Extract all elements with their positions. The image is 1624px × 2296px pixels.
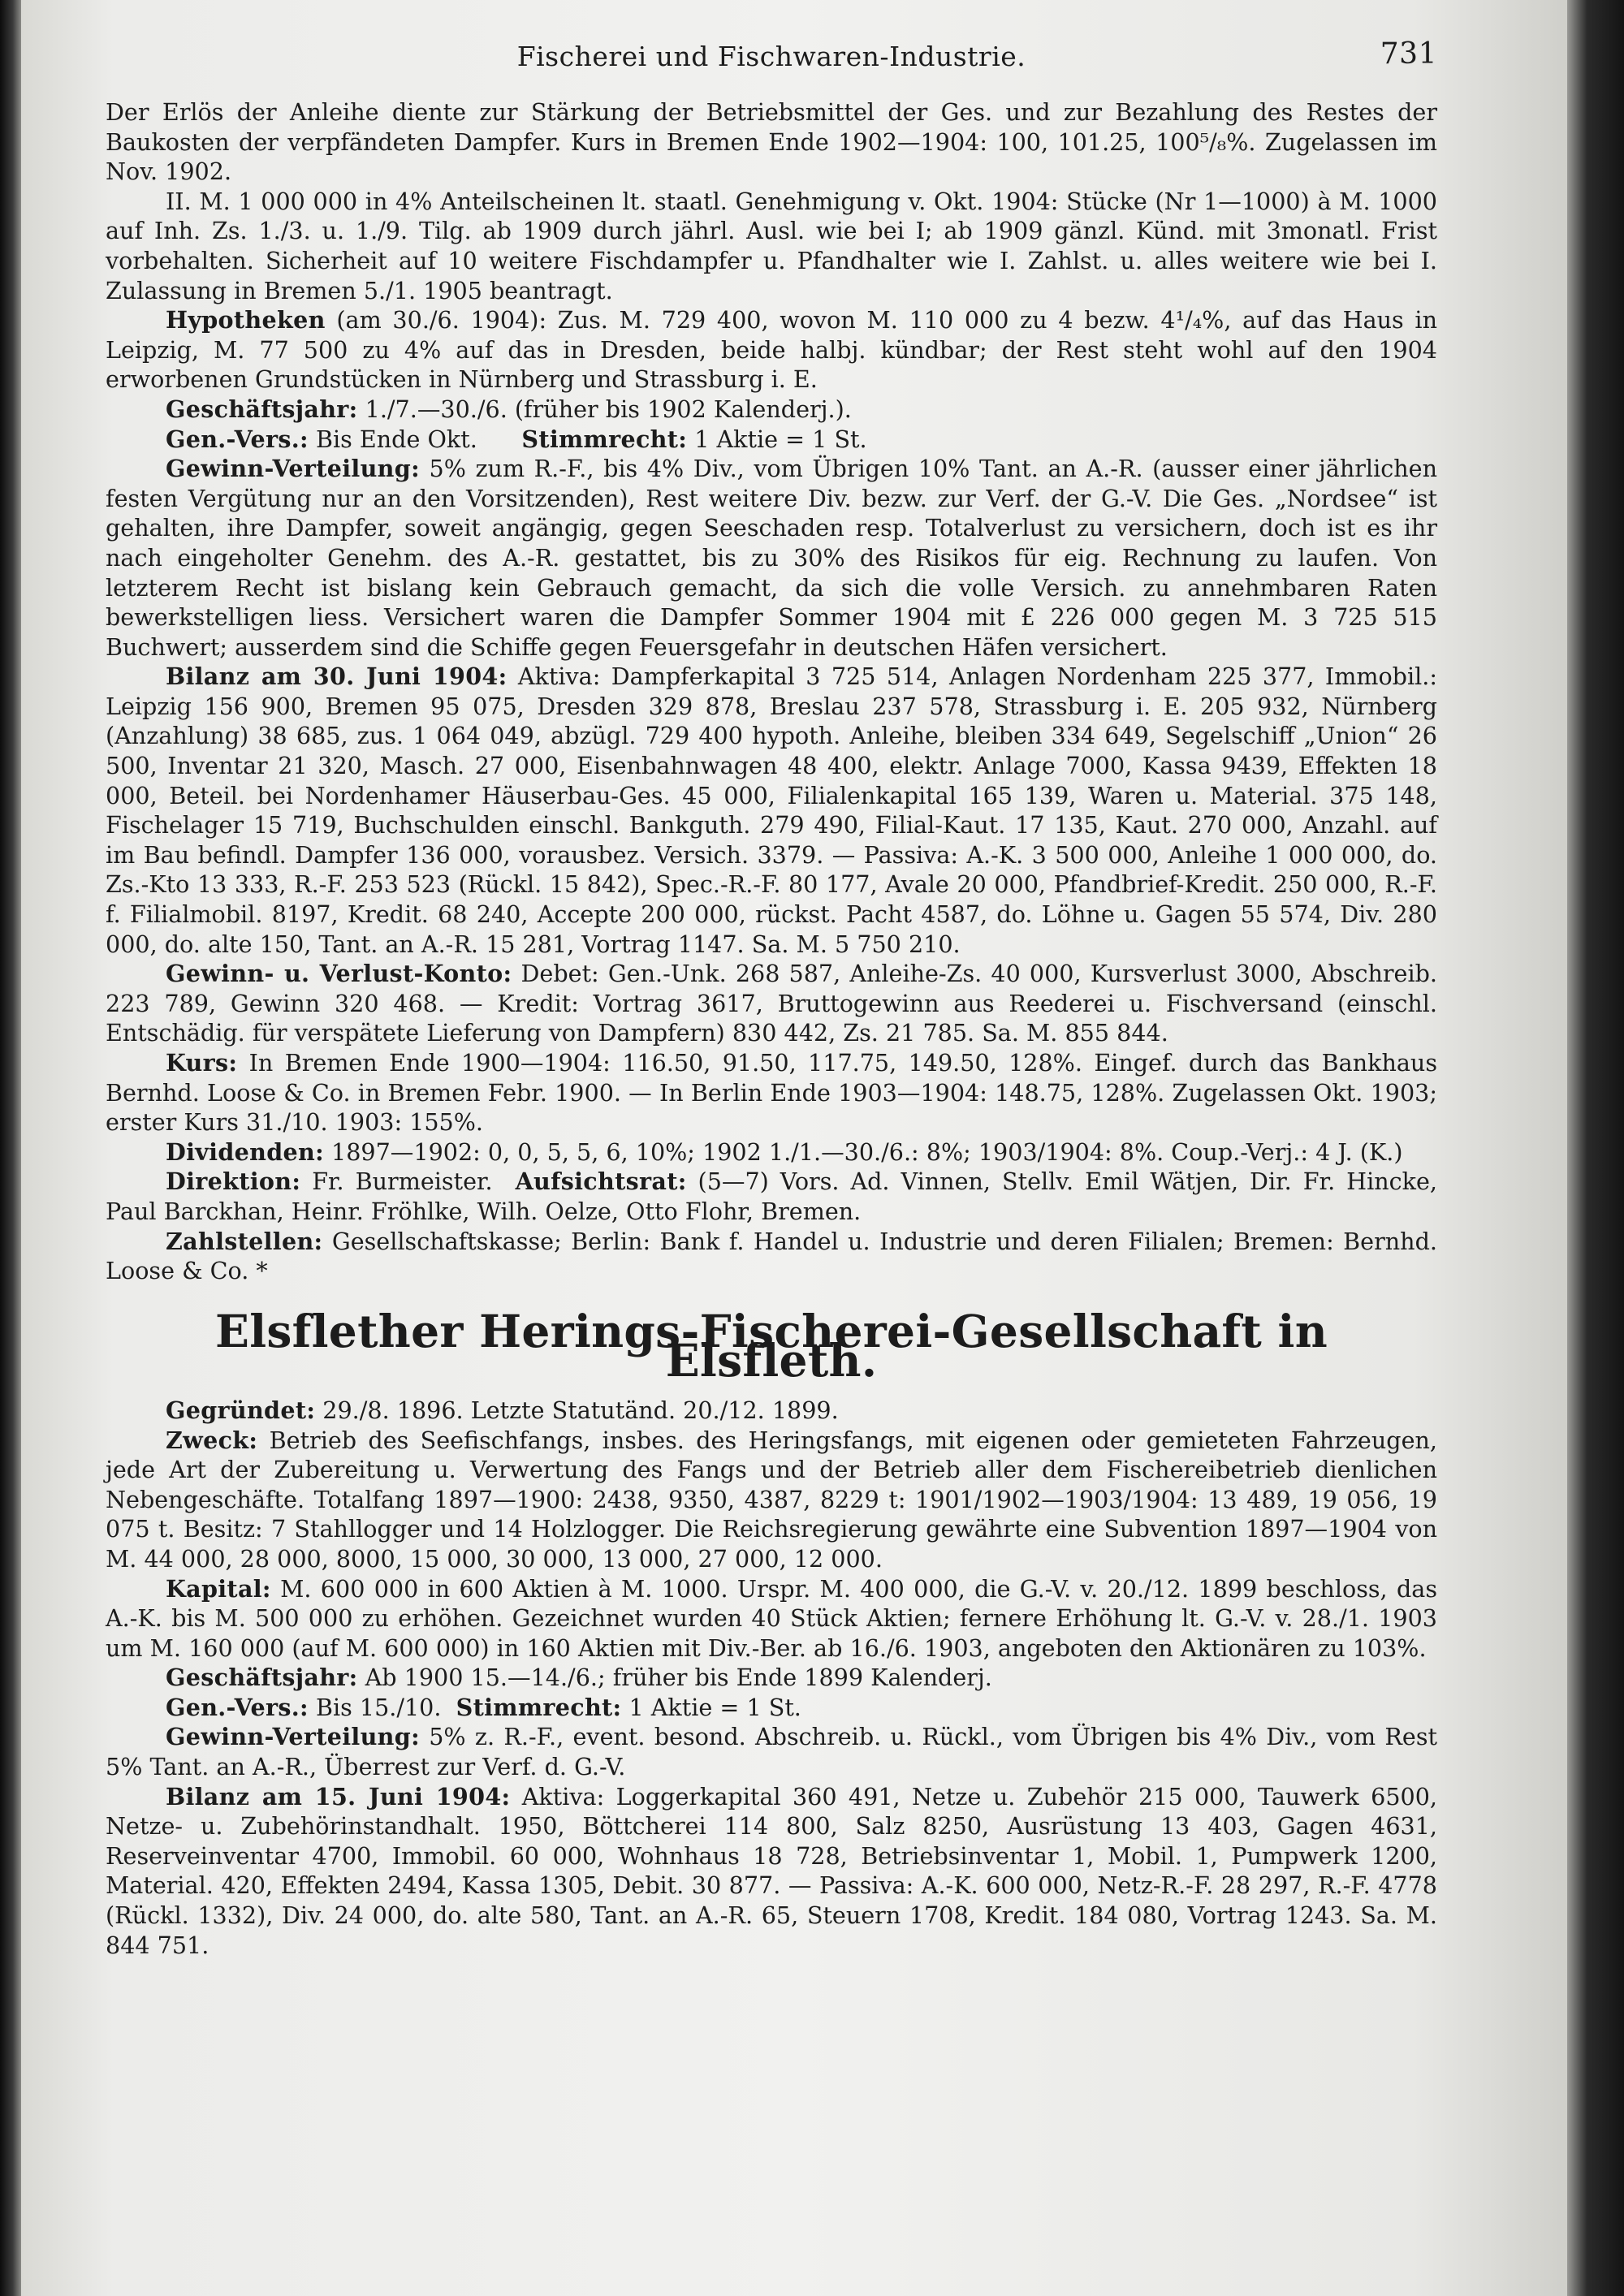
book-spine-left [0, 0, 21, 2296]
paragraph-gegruendet [106, 1396, 1437, 1426]
text-dividenden: 1897—1902: 0, 0, 5, 5, 6, 10%; 1902 1./1.—30./6.: 8%; 1903/1904: 8%. Coup.-Verj.: 4 J. (K.) [323, 1137, 1403, 1166]
text-gen-vers-2: Bis 15./10. [308, 1693, 456, 1721]
paragraph-gewinn-verteilung-2 [106, 1722, 1437, 1781]
text-gen-vers: Bis Ende Okt. [308, 425, 522, 453]
paragraph-bilanz-2 [106, 1782, 1437, 1961]
paragraph-dividenden [106, 1137, 1437, 1167]
label-geschaeftsjahr-2: Geschäftsjahr: [166, 1664, 358, 1692]
text-stimmrecht: 1 Aktie = 1 St. [687, 425, 867, 453]
label-gen-vers-2: Gen.-Vers.: [166, 1693, 309, 1721]
paragraph-gen-vers-2 [106, 1693, 1437, 1723]
label-hypotheken: Hypotheken [166, 306, 326, 334]
paragraph-zweck [106, 1426, 1437, 1574]
label-bilanz-2: Bilanz am 15. Juni 1904: [166, 1782, 511, 1810]
text-gewinn-verlust-konto: Debet: Gen.-Unk. 268 587, Anleihe-Zs. 40 000, Kursverlust 3000, Abschreib. 223 789, Gewinn 320 468. — Kredit: Vortrag 3617, Bruttogewinn aus Reederei u. Fischversand (einschl. Entschädig. für verspätete Lieferung von Dampfern) 830 442, Zs. 21 785. Sa. M. 855 844. [106, 960, 1438, 1047]
book-spine-right [1567, 0, 1624, 2296]
page-number: 731 [1380, 37, 1437, 71]
text-zweck: Betrieb des Seefischfangs, insbes. des Heringsfangs, mit eigenen oder gemieteten Fahrzeugen, jede Art der Zubereitung u. Verwertung des Fangs und der Betrieb aller dem Fischereibetrieb dienlichen Nebengeschäfte. Totalfang 1897—1900: 2438, 9350, 4387, 8229 t: 1901/1902—1903/1904: 13 489, 19 056, 19 075 t. Besitz: 7 Stahllogger und 14 Holzlogger. Die Reichsregierung gewährte eine Subvention 1897—1904 von M. 44 000, 28 000, 8000, 15 000, 30 000, 13 000, 27 000, 12 000. [106, 1426, 1437, 1573]
label-aufsichtsrat: Aufsichtsrat: [515, 1167, 687, 1196]
paragraph-anleihe-ii: II. M. 1 000 000 in 4% Anteilscheinen lt. staatl. Genehmigung v. Okt. 1904: Stücke (Nr 1—1000) à M. 1000 auf Inh. Zs. 1./3. u. 1./9. Tilg. ab 1909 durch jährl. Ausl. wie bei I; ab 1909 gänzl. Künd. mit 3monatl. Frist vorbehalten. Sicherheit auf 10 weitere Fischdampfer u. Pfandhalter wie I. Zahlst. u. alles weitere wie bei I. Zulassung in Bremen 5./1. 1905 beantragt. [106, 187, 1437, 304]
label-zahlstellen: Zahlstellen: [166, 1227, 323, 1255]
text-hypotheken: (am 30./6. 1904): Zus. M. 729 400, wovon M. 110 000 zu 4 bezw. 4¹/₄%, auf das Haus in Leipzig, M. 77 500 zu 4% auf das in Dresden, beide halbj. kündbar; der Rest steht wohl auf den 1904 erworbenen Grundstücken in Nürnberg und Strassburg i. E. [106, 306, 1437, 394]
paragraph-anleihe-erloes: Der Erlös der Anleihe diente zur Stärkung der Betriebsmittel der Ges. und zur Bezahlung des Restes der Baukosten der verpfändeten Dampfer. Kurs in Bremen Ende 1902—1904: 100, 101.25, 100⁵/₈%. Zugelassen im Nov. 1902. [106, 98, 1437, 186]
label-gegruendet: Gegründet: [166, 1396, 316, 1424]
label-gewinn-verteilung: Gewinn-Verteilung: [166, 455, 420, 483]
page-header [106, 37, 1437, 78]
label-dividenden: Dividenden: [166, 1137, 324, 1166]
paragraph-gewinn-verlust-konto [106, 959, 1437, 1048]
text-bilanz-2: Aktiva: Loggerkapital 360 491, Netze u. Zubehör 215 000, Tauwerk 6500, Netze- u. Zubehörinstandhalt. 1950, Böttcherei 114 800, Salz 8250, Ausrüstung 13 403, Gagen 4631, Reserveinventar 4700, Immobil. 60 000, Wohnhaus 18 728, Betriebsinventar 1, Mobil. 1, Pumpwerk 1200, Material. 420, Effekten 2494, Kassa 1305, Debit. 30 877. — Passiva: A.-K. 600 000, Netz-R.-F. 28 297, R.-F. 4778 (Rückl. 1332), Div. 24 000, do. alte 580, Tant. an A.-R. 65, Steuern 1708, Kredit. 184 080, Vortrag 1243. Sa. M. 844 751. [106, 1782, 1437, 1959]
text-geschaeftsjahr: 1./7.—30./6. (früher bis 1902 Kalenderj.). [357, 395, 852, 423]
text-kapital: M. 600 000 in 600 Aktien à M. 1000. Urspr. M. 400 000, die G.-V. v. 20./12. 1899 beschloss, das A.-K. bis M. 500 000 zu erhöhen. Gezeichnet wurden 40 Stück Aktien; fernere Erhöhung lt. G.-V. v. 28./1. 1903 um M. 160 000 (auf M. 600 000) in 160 Aktien mit Div.-Ber. ab 16./6. 1903, angeboten den Aktionären zu 103%. [106, 1574, 1437, 1662]
label-geschaeftsjahr: Geschäftsjahr: [166, 395, 358, 423]
running-title: Fischerei und Fischwaren-Industrie. [516, 41, 1026, 72]
label-stimmrecht-2: Stimmrecht: [456, 1693, 622, 1721]
paragraph-geschaeftsjahr [106, 395, 1437, 425]
text-stimmrecht-2: 1 Aktie = 1 St. [621, 1693, 801, 1721]
paragraph-bilanz [106, 662, 1437, 959]
paragraph-kurs [106, 1048, 1437, 1137]
text-direktion: Fr. Burmeister. [300, 1167, 516, 1196]
text-gegruendet: 29./8. 1896. Letzte Statutänd. 20./12. 1899. [315, 1396, 839, 1424]
label-kapital: Kapital: [166, 1574, 271, 1603]
paragraph-direktion [106, 1167, 1437, 1226]
paragraph-kapital [106, 1574, 1437, 1664]
label-stimmrecht: Stimmrecht: [521, 425, 688, 453]
text-aufsichtsrat: (5—7) Vors. Ad. Vinnen, Stellv. Emil Wätjen, Dir. Fr. Hincke, Paul Barckhan, Heinr. Fröhlke, Wilh. Oelze, Otto Flohr, Bremen. [106, 1167, 1437, 1225]
page-content [106, 37, 1437, 1960]
label-gewinn-verteilung-2: Gewinn-Verteilung: [166, 1723, 420, 1751]
label-gewinn-verlust-konto: Gewinn- u. Verlust-Konto: [166, 960, 512, 988]
book-page [21, 0, 1567, 2296]
page-body [106, 97, 1437, 1960]
label-kurs: Kurs: [166, 1049, 238, 1077]
company-heading: Elsflether Herings-Fischerei-Gesellschaft in Elsfleth. [214, 1304, 1328, 1388]
label-gen-vers: Gen.-Vers.: [166, 425, 309, 453]
paragraph-gen-vers [106, 425, 1437, 455]
label-bilanz: Bilanz am 30. Juni 1904: [166, 662, 508, 691]
label-direktion: Direktion: [166, 1167, 301, 1196]
paragraph-geschaeftsjahr-2 [106, 1663, 1437, 1693]
paragraph-hypotheken [106, 305, 1437, 395]
text-zahlstellen: Gesellschaftskasse; Berlin: Bank f. Handel u. Industrie und deren Filialen; Bremen: Bernhd. Loose & Co. * [106, 1227, 1437, 1285]
text-gewinn-verteilung: 5% zum R.-F., bis 4% Div., vom Übrigen 10% Tant. an A.-R. (ausser einer jährlichen festen Vergütung nur an den Vorsitzenden), Rest weitere Div. bezw. zur Verf. der G.-V. Die Ges. „Nordsee“ ist gehalten, ihre Dampfer, soweit angängig, gegen Seeschaden resp. Totalverlust zu versichern, doch ist es ihr nach eingeholter Genehm. des A.-R. gestattet, bis zu 30% des Risikos für eig. Rechnung zu laufen. Von letzterem Recht ist bislang kein Gebrauch gemacht, da sich die volle Versich. zu annehmbaren Raten bewerkstelligen liess. Versichert waren die Dampfer Sommer 1904 mit £ 226 000 gegen M. 3 725 515 Buchwert; ausserdem sind die Schiffe gegen Feuersgefahr in deutschen Häfen versichert. [106, 455, 1437, 661]
paragraph-zahlstellen [106, 1227, 1437, 1286]
label-zweck: Zweck: [166, 1426, 258, 1454]
text-bilanz: Aktiva: Dampferkapital 3 725 514, Anlagen Nordenham 225 377, Immobil.: Leipzig 156 900, Bremen 95 075, Dresden 329 878, Breslau 237 578, Strassburg i. E. 205 932, Nürnberg (Anzahlung) 38 685, zus. 1 064 049, abzügl. 729 400 hypoth. Anleihe, bleiben 334 649, Segelschiff „Union“ 26 500, Inventar 21 320, Masch. 27 000, Eisenbahnwagen 48 400, elektr. Anlage 7000, Kassa 9439, Effekten 18 000, Beteil. bei Nordenhamer Häuserbau-Ges. 45 000, Filialenkapital 165 139, Waren u. Material. 375 148, Fischelager 15 719, Buchschulden einschl. Bankguth. 279 490, Filial-Kaut. 17 135, Kaut. 270 000, Anzahl. auf im Bau befindl. Dampfer 136 000, vorausbez. Versich. 3379. — Passiva: A.-K. 3 500 000, Anleihe 1 000 000, do. Zs.-Kto 13 333, R.-F. 253 523 (Rückl. 15 842), Spec.-R.-F. 80 177, Avale 20 000, Pfandbrief-Kredit. 250 000, R.-F. f. Filialmobil. 8197, Kredit. 68 240, Accepte 200 000, rückst. Pacht 4587, do. Löhne u. Gagen 55 574, Div. 280 000, do. alte 150, Tant. an A.-R. 15 281, Vortrag 1147. Sa. M. 5 750 210. [106, 662, 1437, 958]
paragraph-gewinn-verteilung [106, 454, 1437, 662]
text-gewinn-verteilung-2: 5% z. R.-F., event. besond. Abschreib. u. Rückl., vom Übrigen bis 4% Div., vom Rest 5% Tant. an A.-R., Überrest zur Verf. d. G.-V. [106, 1723, 1437, 1781]
text-kurs: In Bremen Ende 1900—1904: 116.50, 91.50, 117.75, 149.50, 128%. Eingef. durch das Bankhaus Bernhd. Loose & Co. in Bremen Febr. 1900. — In Berlin Ende 1903—1904: 148.75, 128%. Zugelassen Okt. 1903; erster Kurs 31./10. 1903: 155%. [106, 1049, 1437, 1137]
text-geschaeftsjahr-2: Ab 1900 15.—14./6.; früher bis Ende 1899 Kalenderj. [357, 1664, 992, 1692]
